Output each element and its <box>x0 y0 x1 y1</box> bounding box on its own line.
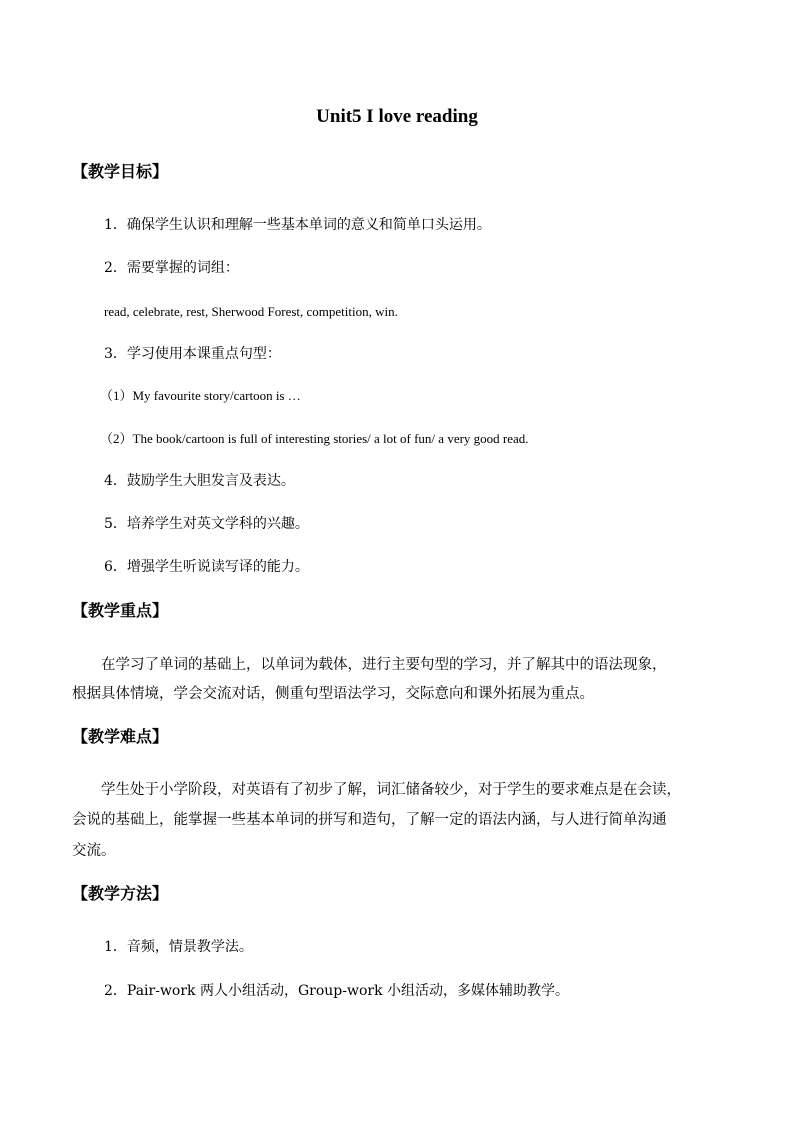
objectives-heading: 【教学目标】 <box>72 162 169 181</box>
objective-item-3: 3．学习使用本课重点句型： <box>104 346 281 362</box>
difficulties-line-1: 学生处于小学阶段，对英语有了初步了解，词汇储备较少，对于学生的要求难点是在会读， <box>101 782 681 798</box>
difficulties-line-2: 会说的基础上，能掌握一些基本单词的拼写和造句，了解一定的语法内涵，与人进行简单沟通 <box>72 812 667 828</box>
sentence-pattern-1: （1）My favourite story/cartoon is … <box>100 388 301 403</box>
key-points-heading: 【教学重点】 <box>72 601 169 620</box>
vocabulary-list: read, celebrate, rest, Sherwood Forest, competition, win. <box>104 304 398 319</box>
method-item-2: 2．Pair-work 两人小组活动，Group-work 小组活动，多媒体辅助教学。 <box>104 983 570 999</box>
sentence-pattern-2: （2）The book/cartoon is full of interesting stories/ a lot of fun/ a very good read. <box>100 431 529 446</box>
objective-item-4: 4．鼓励学生大胆发言及表达。 <box>104 473 295 489</box>
key-points-line-2: 根据具体情境，学会交流对话，侧重句型语法学习，交际意向和课外拓展为重点。 <box>72 686 594 702</box>
objective-item-5: 5．培养学生对英文学科的兴趣。 <box>104 516 309 532</box>
objective-item-2: 2．需要掌握的词组： <box>104 260 239 276</box>
objective-item-6: 6．增强学生听说读写译的能力。 <box>104 559 309 575</box>
difficulties-heading: 【教学难点】 <box>72 727 169 746</box>
key-points-line-1: 在学习了单词的基础上，以单词为载体，进行主要句型的学习，并了解其中的语法现象， <box>101 657 667 673</box>
methods-heading: 【教学方法】 <box>72 884 169 903</box>
difficulties-line-3: 交流。 <box>72 843 116 859</box>
document-title: Unit5 I love reading <box>316 106 478 127</box>
method-item-1: 1．音频，情景教学法。 <box>104 939 253 955</box>
objective-item-1: 1．确保学生认识和理解一些基本单词的意义和简单口头运用。 <box>104 217 491 233</box>
